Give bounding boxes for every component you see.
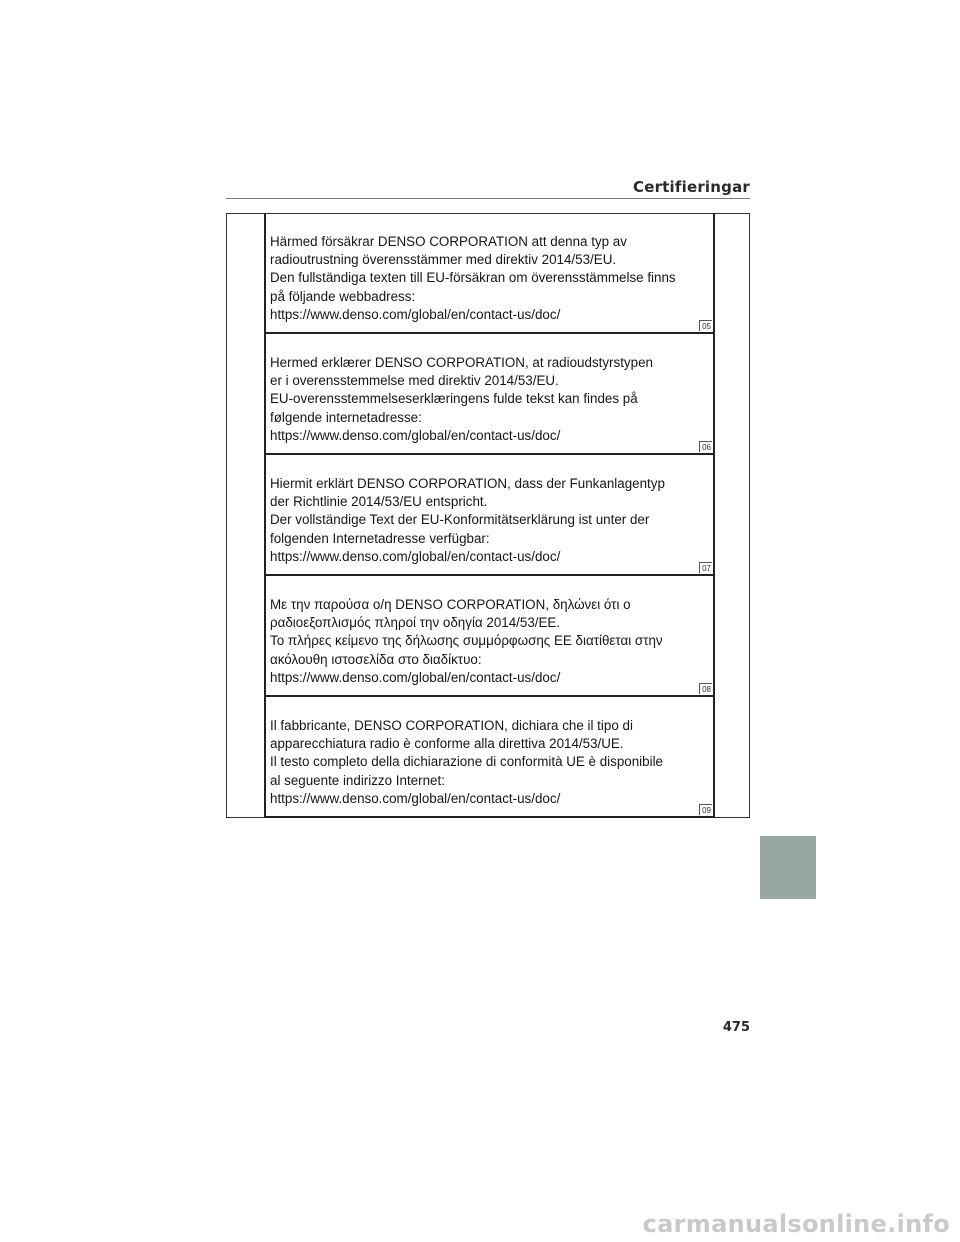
- certification-column: [264, 213, 715, 818]
- certification-block-swedish: [266, 213, 713, 334]
- certification-line: https://www.denso.com/global/en/contact-us/doc/: [270, 306, 561, 322]
- certification-line: folgenden Internetadresse verfügbar:: [270, 530, 490, 546]
- certification-text: [270, 717, 663, 808]
- certification-block-german: [266, 455, 713, 576]
- certification-block-italian: [266, 697, 713, 818]
- certification-line: Με την παρούσα ο/η DENSO CORPORATION, δηλώνει ότι ο: [270, 597, 631, 612]
- certification-line: https://www.denso.com/global/en/contact-us/doc/: [270, 427, 561, 443]
- certification-line: ακόλουθη ιστοσελίδα στο διαδίκτυο:: [270, 651, 482, 667]
- certification-text: [270, 354, 653, 445]
- certification-block-greek: [266, 576, 713, 697]
- certification-line: på följande webbadress:: [270, 288, 416, 304]
- certification-line: Den fullständiga texten till EU-försäkran om överensstämmelse finns: [270, 270, 676, 286]
- certification-line: Il fabbricante, DENSO CORPORATION, dichiara che il tipo di: [270, 718, 633, 733]
- certification-line: EU-overensstemmelseserklæringens fulde tekst kan findes på: [270, 391, 638, 407]
- certification-line: Der vollständige Text der EU-Konformitätserklärung ist unter der: [270, 512, 650, 528]
- certification-line: Hiermit erklärt DENSO CORPORATION, dass der Funkanlagentyp: [270, 476, 665, 491]
- header-divider: [226, 198, 750, 199]
- page-number: 475: [722, 1020, 750, 1035]
- certification-line: Το πλήρες κείμενο της δήλωσης συμμόρφωσης ΕΕ διατίθεται στην: [270, 633, 663, 649]
- certification-line: der Richtlinie 2014/53/EU entspricht.: [270, 494, 488, 510]
- certification-block-danish: [266, 334, 713, 455]
- certification-text: [270, 596, 663, 687]
- chapter-thumb-tab: [760, 836, 816, 899]
- section-title: Certifieringar: [632, 178, 750, 196]
- certification-line: Il testo completo della dichiarazione di conformità UE è disponibile: [270, 754, 664, 770]
- watermark: carmanualsonline.info: [642, 1210, 950, 1238]
- certification-line: er i overensstemmelse med direktiv 2014/53/EU.: [270, 373, 559, 389]
- certification-line: https://www.denso.com/global/en/contact-us/doc/: [270, 548, 561, 564]
- certification-code: 07: [699, 562, 712, 573]
- certification-line: ραδιοεξοπλισμός πληροί την οδηγία 2014/53/ΕΕ.: [270, 615, 561, 631]
- certification-line: https://www.denso.com/global/en/contact-us/doc/: [270, 669, 561, 685]
- certification-line: al seguente indirizzo Internet:: [270, 772, 445, 788]
- certification-text: [270, 475, 665, 566]
- certification-code: 09: [699, 804, 712, 815]
- certification-line: https://www.denso.com/global/en/contact-us/doc/: [270, 790, 561, 806]
- certification-code: 05: [699, 320, 712, 331]
- certification-line: apparecchiatura radio è conforme alla direttiva 2014/53/UE.: [270, 736, 624, 752]
- certification-line: radioutrustning överensstämmer med direktiv 2014/53/EU.: [270, 252, 617, 268]
- certification-line: Hermed erklærer DENSO CORPORATION, at radioudstyrstypen: [270, 355, 653, 370]
- certification-text: [270, 233, 676, 324]
- certification-code: 08: [699, 683, 712, 694]
- certification-frame: [226, 213, 750, 818]
- certification-line: følgende internetadresse:: [270, 409, 422, 425]
- certification-code: 06: [699, 441, 712, 452]
- certification-line: Härmed försäkrar DENSO CORPORATION att denna typ av: [270, 234, 627, 249]
